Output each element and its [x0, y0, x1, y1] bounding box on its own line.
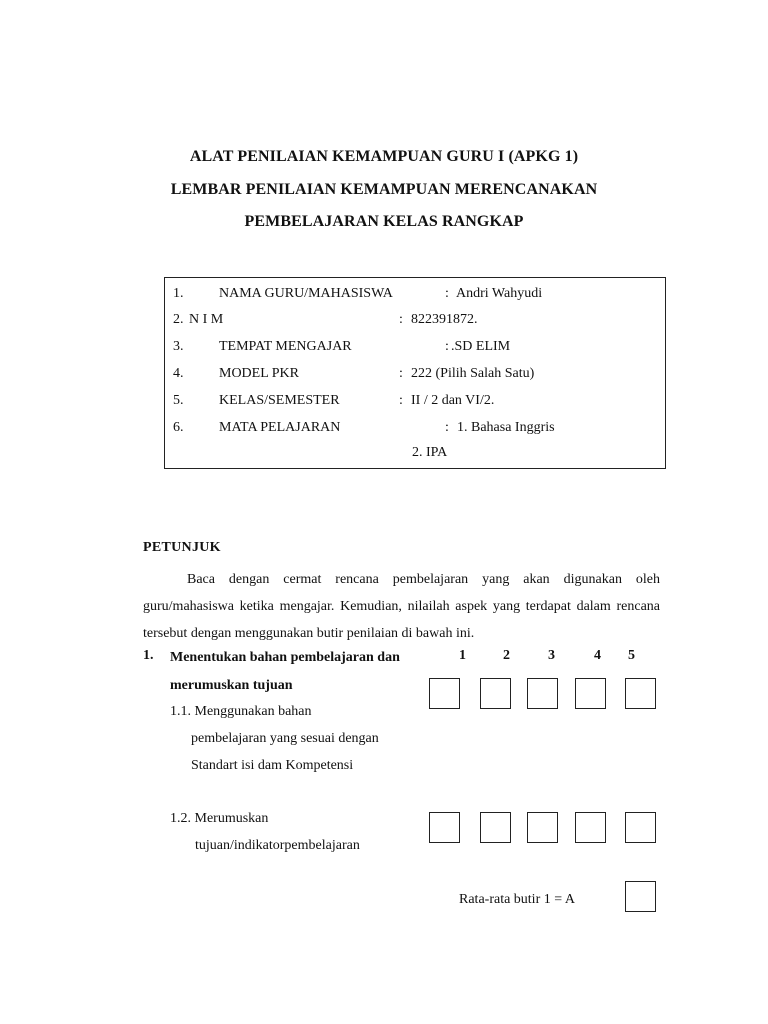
- identity-row-place: [165, 337, 665, 357]
- identity-row-class: [165, 391, 665, 411]
- identity-row-nim: [165, 310, 665, 330]
- score-box-1-1-2[interactable]: [480, 678, 511, 709]
- identity-sep: :: [445, 286, 449, 301]
- identity-row-name: [165, 284, 665, 304]
- item-1-1-line-2: pembelajaran yang sesuai dengan: [191, 731, 379, 746]
- identity-num: 4.: [173, 366, 184, 381]
- scale-label-4: 4: [594, 648, 601, 663]
- identity-label: MODEL PKR: [219, 366, 299, 381]
- identity-value: 1. Bahasa Inggris: [457, 420, 555, 435]
- identity-num: 1.: [173, 286, 184, 301]
- average-label: Rata-rata butir 1 = A: [459, 892, 575, 907]
- identity-label: TEMPAT MENGAJAR: [219, 339, 352, 354]
- document-title-line-3: PEMBELAJARAN KELAS RANGKAP: [244, 213, 524, 230]
- scale-label-5: 5: [628, 648, 635, 663]
- identity-value: 2. IPA: [412, 445, 448, 460]
- score-box-1-2-1[interactable]: [429, 812, 460, 843]
- identity-label: N I M: [189, 312, 224, 327]
- score-box-1-2-5[interactable]: [625, 812, 656, 843]
- identity-box: [164, 277, 666, 469]
- identity-value: 822391872.: [411, 312, 478, 327]
- section-number: 1.: [143, 648, 154, 663]
- item-1-1-line-1: 1.1. Menggunakan bahan: [170, 704, 312, 719]
- score-box-1-1-3[interactable]: [527, 678, 558, 709]
- scale-label-1: 1: [459, 648, 466, 663]
- item-1-1-line-3: Standart isi dam Kompetensi: [191, 758, 354, 773]
- section-title-line-2: merumuskan tujuan: [170, 678, 293, 693]
- section-title-line-1: Menentukan bahan pembelajaran dan: [170, 650, 400, 665]
- identity-num: 2.: [173, 312, 184, 327]
- scale-label-2: 2: [503, 648, 510, 663]
- average-score-box[interactable]: [625, 881, 656, 912]
- identity-num: 5.: [173, 393, 184, 408]
- document-title-line-1: ALAT PENILAIAN KEMAMPUAN GURU I (APKG 1): [189, 148, 579, 165]
- identity-sep: :: [399, 312, 403, 327]
- identity-label: MATA PELAJARAN: [219, 420, 341, 435]
- document-title-line-2: LEMBAR PENILAIAN KEMAMPUAN MERENCANAKAN: [170, 181, 598, 198]
- identity-value: 222 (Pilih Salah Satu): [411, 366, 535, 381]
- score-box-1-1-5[interactable]: [625, 678, 656, 709]
- score-box-1-2-4[interactable]: [575, 812, 606, 843]
- identity-label: KELAS/SEMESTER: [219, 393, 340, 408]
- identity-sep: :: [445, 420, 449, 435]
- identity-sep: :: [445, 339, 449, 354]
- score-box-1-2-2[interactable]: [480, 812, 511, 843]
- score-box-1-2-3[interactable]: [527, 812, 558, 843]
- identity-row-model: [165, 364, 665, 384]
- petunjuk-heading: PETUNJUK: [143, 540, 221, 555]
- scale-label-3: 3: [548, 648, 555, 663]
- identity-num: 6.: [173, 420, 184, 435]
- score-box-1-1-4[interactable]: [575, 678, 606, 709]
- identity-sep: :: [399, 366, 403, 381]
- identity-label: NAMA GURU/MAHASISWA: [219, 286, 393, 301]
- petunjuk-paragraph: Baca dengan cermat rencana pembelajaran yang akan digunakan oleh guru/mahasiswa ketika mengajar. Kemudian, nilailah aspek yang terdapat dalam rencana tersebut dengan menggunakan butir penilaian di bawah ini.: [143, 572, 660, 641]
- identity-value: II / 2 dan VI/2.: [411, 393, 495, 408]
- item-1-2-line-1: 1.2. Merumuskan: [170, 811, 269, 826]
- identity-sep: :: [399, 393, 403, 408]
- identity-value: .SD ELIM: [451, 339, 511, 354]
- score-box-1-1-1[interactable]: [429, 678, 460, 709]
- identity-num: 3.: [173, 339, 184, 354]
- item-1-2-line-2: tujuan/indikatorpembelajaran: [195, 838, 360, 853]
- identity-value: Andri Wahyudi: [456, 286, 543, 301]
- identity-row-subject-2: [165, 443, 665, 463]
- identity-row-subject: [165, 418, 665, 438]
